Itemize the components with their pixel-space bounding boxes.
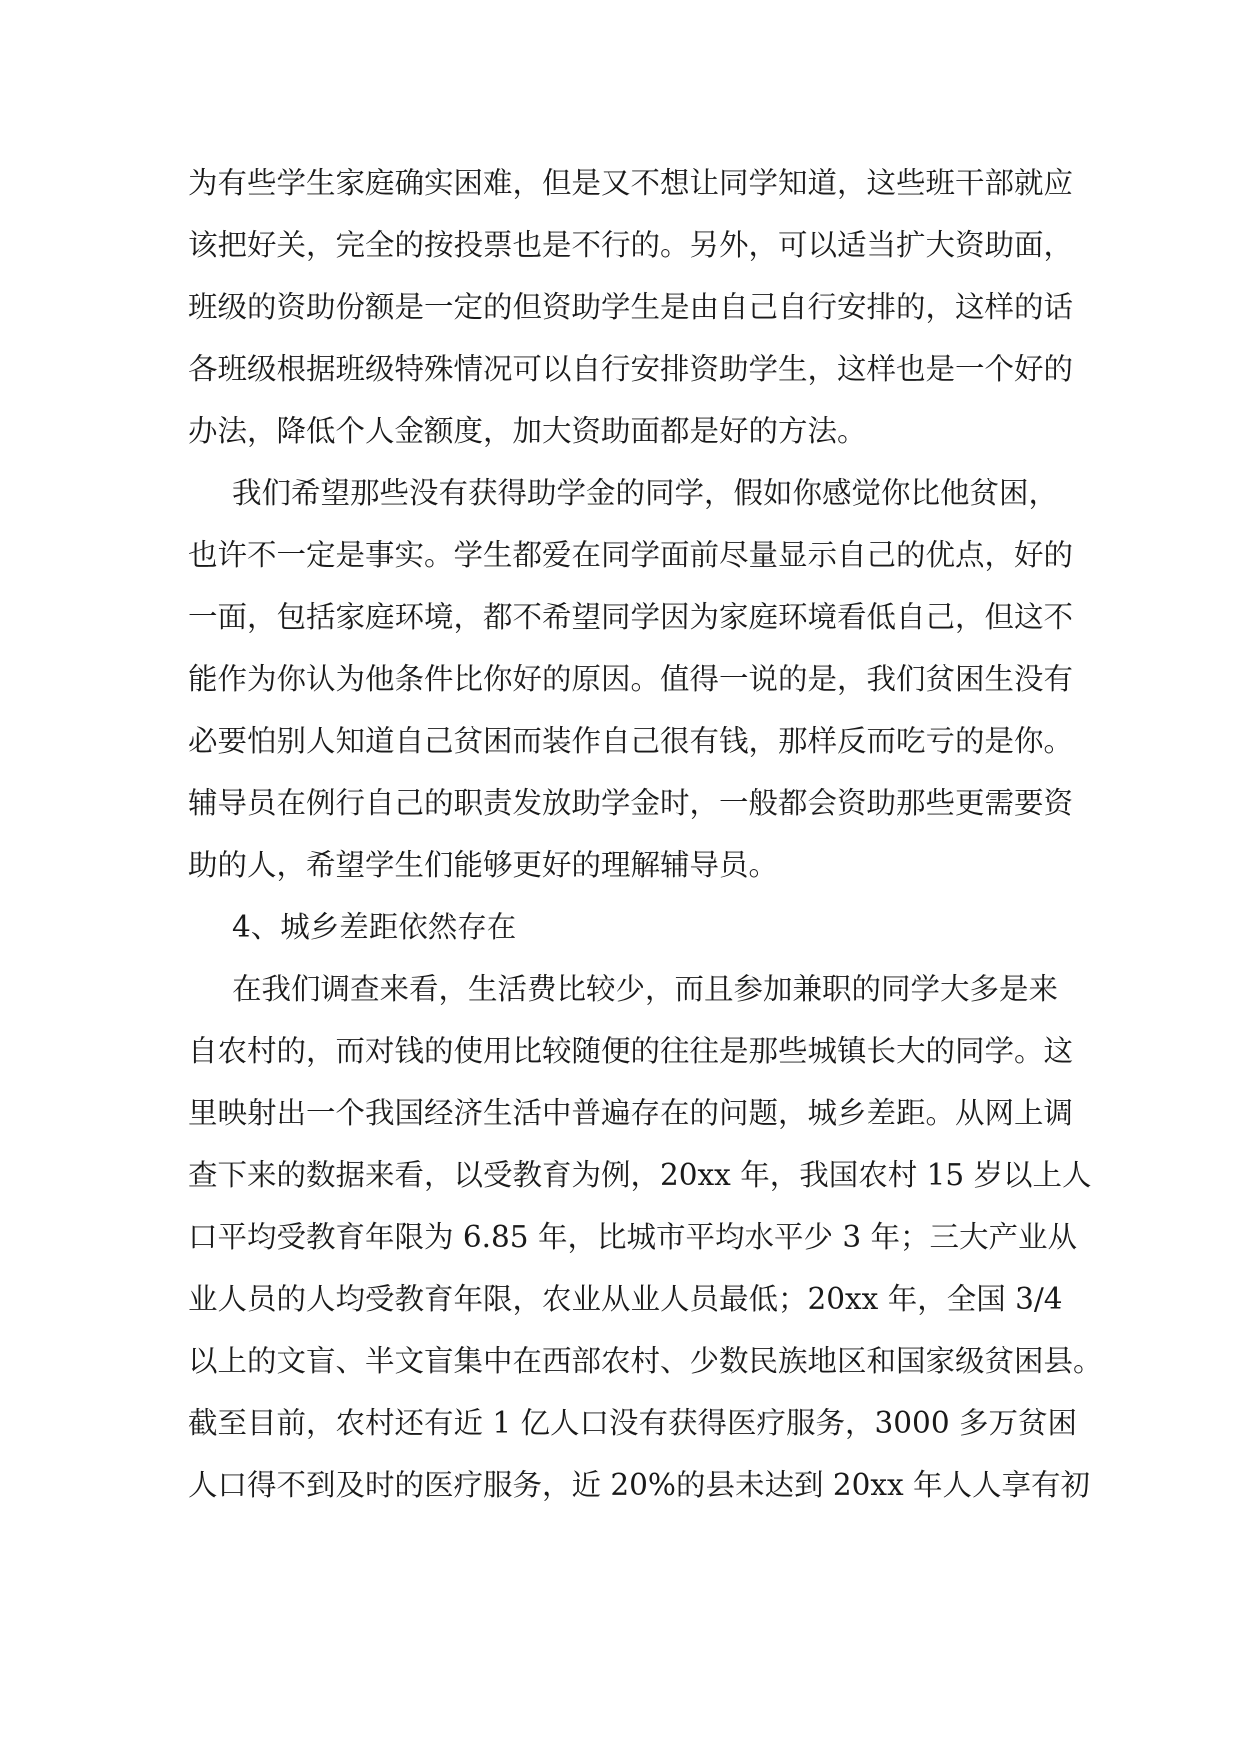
text-line: 口平均受教育年限为 6.85 年，比城市平均水平少 3 年；三大产业从 [188,1220,1077,1254]
text-line: 以上的文盲、半文盲集中在西部农村、少数民族地区和国家级贫困县。 [188,1344,1103,1378]
text-line: 里映射出一个我国经济生活中普遍存在的问题，城乡差距。从网上调 [188,1096,1074,1130]
paragraph-first-line: 我们希望那些没有获得助学金的同学，假如你感觉你比他贫困， [232,476,1059,510]
text-line: 能作为你认为他条件比你好的原因。值得一说的是，我们贫困生没有 [188,662,1074,696]
text-line: 截至目前，农村还有近 1 亿人口没有获得医疗服务，3000 多万贫困 [188,1406,1077,1440]
text-line: 办法，降低个人金额度，加大资助面都是好的方法。 [188,414,867,448]
text-line: 各班级根据班级特殊情况可以自行安排资助学生，这样也是一个好的 [188,352,1074,386]
text-line: 班级的资助份额是一定的但资助学生是由自己自行安排的，这样的话 [188,290,1074,324]
text-line: 业人员的人均受教育年限，农业从业人员最低；20xx 年，全国 3/4 [188,1282,1063,1316]
text-line: 该把好关，完全的按投票也是不行的。另外，可以适当扩大资助面， [188,228,1074,262]
section-heading: 4、城乡差距依然存在 [232,910,517,944]
text-line: 助的人，希望学生们能够更好的理解辅导员。 [188,848,779,882]
text-line: 自农村的，而对钱的使用比较随便的往往是那些城镇长大的同学。这 [188,1034,1074,1068]
text-line: 也许不一定是事实。学生都爱在同学面前尽量显示自己的优点，好的 [188,538,1074,572]
text-line: 查下来的数据来看，以受教育为例，20xx 年，我国农村 15 岁以上人 [188,1158,1092,1192]
text-line: 必要怕别人知道自己贫困而装作自己很有钱，那样反而吃亏的是你。 [188,724,1074,758]
text-line: 一面，包括家庭环境，都不希望同学因为家庭环境看低自己，但这不 [188,600,1074,634]
paragraph-first-line: 在我们调查来看，生活费比较少，而且参加兼职的同学大多是来 [232,972,1059,1006]
text-line: 为有些学生家庭确实困难，但是又不想让同学知道，这些班干部就应 [188,166,1074,200]
text-line: 人口得不到及时的医疗服务，近 20%的县未达到 20xx 年人人享有初 [188,1468,1091,1502]
text-line: 辅导员在例行自己的职责发放助学金时，一般都会资助那些更需要资 [188,786,1074,820]
document-body [188,152,1103,1516]
